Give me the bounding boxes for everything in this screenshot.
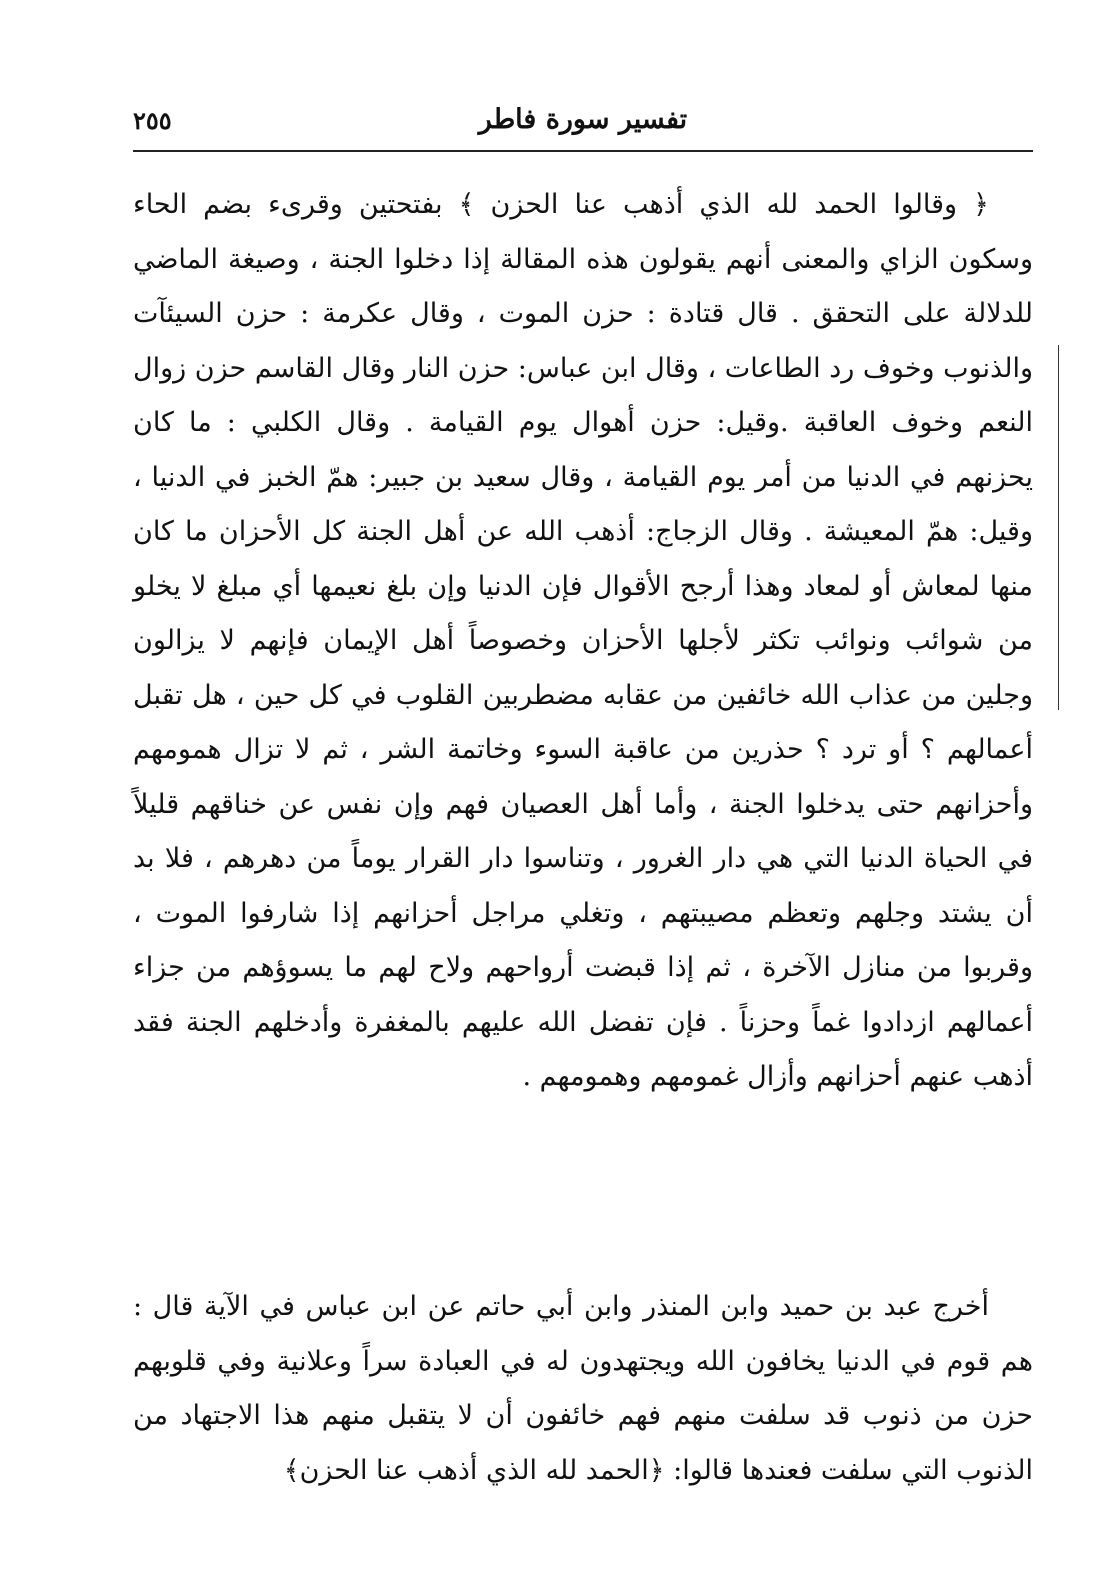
main-text-block	[133, 178, 1033, 1105]
header-divider	[133, 150, 1033, 152]
commentary-paragraph: ﴿ وقالوا الحمد لله الذي أذهب عنا الحزن ﴾ بفتحتين وقرىء بضم الحاء وسكون الزاي والمعنى أنهم يقولون هذه المقالة إذا دخلوا الجنة ، وصيغة الماضي للدلالة على التحقق . قال قتادة : حزن الموت ، وقال عكرمة : حزن السيئآت والذنوب وخوف رد الطاعات ، وقال ابن عباس: حزن النار وقال القاسم حزن زوال النعم وخوف العاقبة .وقيل: حزن أهوال يوم القيامة . وقال الكلبي : ما كان يحزنهم في الدنيا من أمر يوم القيامة ، وقال سعيد بن جبير: همّ الخبز في الدنيا ، وقيل: همّ المعيشة . وقال الزجاج: أذهب الله عن أهل الجنة كل الأحزان ما كان منها لمعاش أو لمعاد وهذا أرجح الأقوال فإن الدنيا وإن بلغ نعيمها أي مبلغ لا يخلو من شوائب ونوائب تكثر لأجلها الأحزان وخصوصاً أهل الإيمان فإنهم لا يزالون وجلين من عذاب الله خائفين من عقابه مضطربين القلوب في كل حين ، هل تقبل أعمالهم ؟ أو ترد ؟ حذرين من عاقبة السوء وخاتمة الشر ، ثم لا تزال همومهم وأحزانهم حتى يدخلوا الجنة ، وأما أهل العصيان فهم وإن نفس عن خناقهم قليلاً في الحياة الدنيا التي هي دار الغرور ، وتناسوا دار القرار يوماً من دهرهم ، فلا بد أن يشتد وجلهم وتعظم مصيبتهم ، وتغلي مراجل أحزانهم إذا شارفوا الموت ، وقربوا من منازل الآخرة ، ثم إذا قبضت أرواحهم ولاح لهم ما يسوؤهم من جزاء أعمالهم ازدادوا غماً وحزناً . فإن تفضل الله عليهم بالمغفرة وأدخلهم الجنة فقد أذهب عنهم أحزانهم وأزال غمومهم وهمومهم .	[133, 189, 1033, 1092]
margin-line	[1058, 345, 1059, 710]
page-number: ٢٥٥	[133, 106, 172, 135]
narration-text-block	[133, 1280, 1033, 1498]
narration-paragraph: أخرج عبد بن حميد وابن المنذر وابن أبي حاتم عن ابن عباس في الآية قال : هم قوم في الدنيا يخافون الله ويجتهدون له في العبادة سراً وعلانية وفي قلوبهم حزن من ذنوب قد سلفت منهم فهم خائفون أن لا يتقبل منهم هذا الاجتهاد من الذنوب التي سلفت فعندها قالوا: ﴿الحمد لله الذي أذهب عنا الحزن﴾	[133, 1291, 1033, 1486]
page-header	[133, 96, 1033, 146]
running-title: تفسير سورة فاطر	[478, 104, 688, 135]
